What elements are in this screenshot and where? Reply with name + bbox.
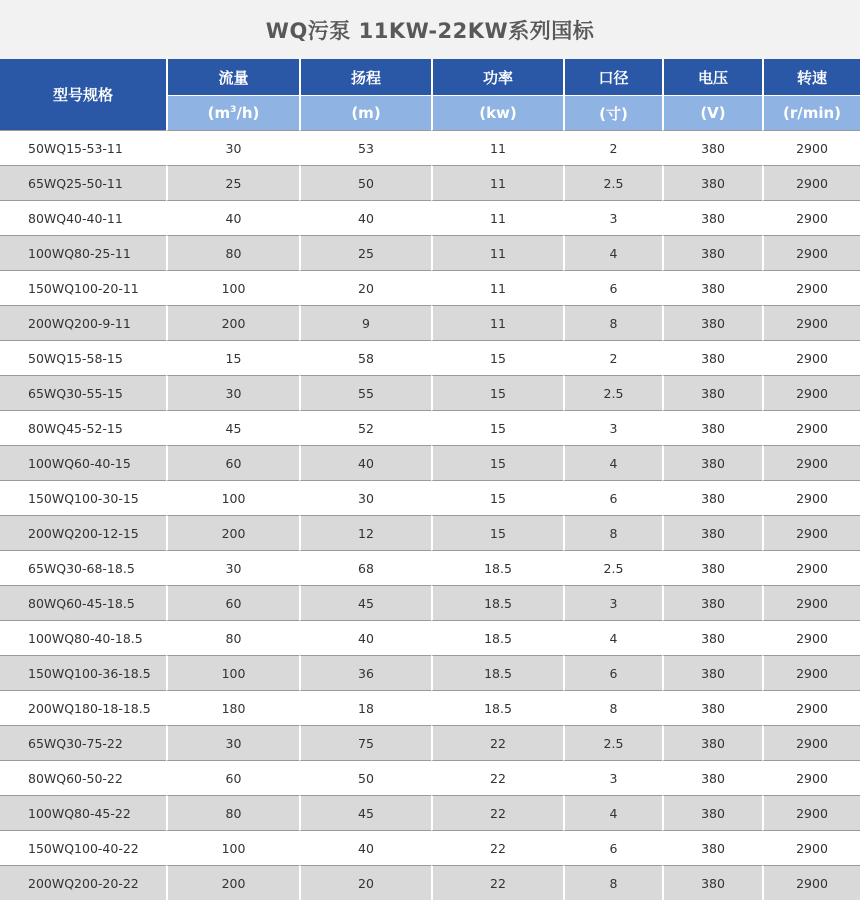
table-row (0, 235, 860, 270)
voltage-cell: 380 (662, 340, 762, 375)
power-cell: 22 (431, 795, 563, 830)
voltage-cell: 380 (662, 515, 762, 550)
table-body (0, 130, 860, 900)
model-cell: 150WQ100-30-15 (0, 480, 166, 515)
flow-cell: 60 (166, 760, 299, 795)
head-cell: 50 (299, 165, 431, 200)
voltage-cell: 380 (662, 865, 762, 900)
voltage-cell: 380 (662, 375, 762, 410)
voltage-cell: 380 (662, 760, 762, 795)
header-speed: 转速 (762, 59, 860, 96)
flow-cell: 80 (166, 235, 299, 270)
model-cell: 150WQ100-36-18.5 (0, 655, 166, 690)
model-cell: 200WQ180-18-18.5 (0, 690, 166, 725)
header-model: 型号规格 (0, 59, 166, 130)
speed-cell: 2900 (762, 130, 860, 165)
head-cell: 30 (299, 480, 431, 515)
flow-cell: 100 (166, 270, 299, 305)
power-cell: 15 (431, 445, 563, 480)
voltage-cell: 380 (662, 830, 762, 865)
voltage-cell: 380 (662, 200, 762, 235)
head-cell: 20 (299, 270, 431, 305)
model-cell: 80WQ45-52-15 (0, 410, 166, 445)
unit-speed: (r/min) (762, 96, 860, 130)
voltage-cell: 380 (662, 165, 762, 200)
model-cell: 150WQ100-20-11 (0, 270, 166, 305)
speed-cell: 2900 (762, 445, 860, 480)
speed-cell: 2900 (762, 690, 860, 725)
model-cell: 50WQ15-58-15 (0, 340, 166, 375)
diameter-cell: 2.5 (563, 375, 662, 410)
head-cell: 68 (299, 550, 431, 585)
table-row (0, 165, 860, 200)
pump-spec-table (0, 59, 860, 900)
header-diameter: 口径 (563, 59, 662, 96)
table-row (0, 760, 860, 795)
power-cell: 22 (431, 760, 563, 795)
model-cell: 65WQ30-68-18.5 (0, 550, 166, 585)
flow-cell: 200 (166, 305, 299, 340)
header-flow: 流量 (166, 59, 299, 96)
head-cell: 45 (299, 585, 431, 620)
speed-cell: 2900 (762, 375, 860, 410)
speed-cell: 2900 (762, 865, 860, 900)
speed-cell: 2900 (762, 550, 860, 585)
power-cell: 18.5 (431, 620, 563, 655)
head-cell: 50 (299, 760, 431, 795)
head-cell: 25 (299, 235, 431, 270)
model-cell: 100WQ80-40-18.5 (0, 620, 166, 655)
power-cell: 15 (431, 375, 563, 410)
head-cell: 45 (299, 795, 431, 830)
table-row (0, 585, 860, 620)
head-cell: 58 (299, 340, 431, 375)
diameter-cell: 3 (563, 760, 662, 795)
head-cell: 20 (299, 865, 431, 900)
voltage-cell: 380 (662, 795, 762, 830)
flow-cell: 25 (166, 165, 299, 200)
diameter-cell: 4 (563, 445, 662, 480)
power-cell: 18.5 (431, 690, 563, 725)
model-cell: 50WQ15-53-11 (0, 130, 166, 165)
voltage-cell: 380 (662, 130, 762, 165)
diameter-cell: 4 (563, 235, 662, 270)
power-cell: 18.5 (431, 550, 563, 585)
voltage-cell: 380 (662, 305, 762, 340)
head-cell: 40 (299, 445, 431, 480)
flow-cell: 80 (166, 620, 299, 655)
table-row (0, 305, 860, 340)
model-cell: 80WQ60-50-22 (0, 760, 166, 795)
diameter-cell: 8 (563, 515, 662, 550)
diameter-cell: 2.5 (563, 550, 662, 585)
speed-cell: 2900 (762, 340, 860, 375)
power-cell: 22 (431, 865, 563, 900)
power-cell: 22 (431, 830, 563, 865)
voltage-cell: 380 (662, 655, 762, 690)
speed-cell: 2900 (762, 620, 860, 655)
speed-cell: 2900 (762, 200, 860, 235)
speed-cell: 2900 (762, 585, 860, 620)
power-cell: 22 (431, 725, 563, 760)
model-cell: 200WQ200-20-22 (0, 865, 166, 900)
flow-cell: 60 (166, 445, 299, 480)
power-cell: 15 (431, 410, 563, 445)
model-cell: 65WQ25-50-11 (0, 165, 166, 200)
diameter-cell: 2 (563, 130, 662, 165)
power-cell: 11 (431, 200, 563, 235)
diameter-cell: 3 (563, 585, 662, 620)
flow-cell: 180 (166, 690, 299, 725)
diameter-cell: 4 (563, 795, 662, 830)
flow-cell: 15 (166, 340, 299, 375)
flow-cell: 60 (166, 585, 299, 620)
flow-cell: 200 (166, 515, 299, 550)
diameter-cell: 2 (563, 340, 662, 375)
power-cell: 11 (431, 165, 563, 200)
flow-cell: 30 (166, 725, 299, 760)
flow-cell: 45 (166, 410, 299, 445)
table-row (0, 410, 860, 445)
table-row (0, 445, 860, 480)
head-cell: 12 (299, 515, 431, 550)
speed-cell: 2900 (762, 655, 860, 690)
table-row (0, 515, 860, 550)
table-row (0, 340, 860, 375)
unit-power: (kw) (431, 96, 563, 130)
flow-cell: 100 (166, 830, 299, 865)
unit-diameter: (寸) (563, 96, 662, 130)
table-row (0, 725, 860, 760)
speed-cell: 2900 (762, 795, 860, 830)
speed-cell: 2900 (762, 515, 860, 550)
power-cell: 11 (431, 130, 563, 165)
voltage-cell: 380 (662, 445, 762, 480)
flow-cell: 100 (166, 480, 299, 515)
power-cell: 15 (431, 480, 563, 515)
model-cell: 65WQ30-55-15 (0, 375, 166, 410)
power-cell: 11 (431, 305, 563, 340)
model-cell: 100WQ80-25-11 (0, 235, 166, 270)
diameter-cell: 8 (563, 305, 662, 340)
table-row (0, 690, 860, 725)
diameter-cell: 2.5 (563, 725, 662, 760)
diameter-cell: 8 (563, 690, 662, 725)
head-cell: 9 (299, 305, 431, 340)
table-header (0, 59, 860, 130)
voltage-cell: 380 (662, 725, 762, 760)
model-cell: 200WQ200-12-15 (0, 515, 166, 550)
head-cell: 36 (299, 655, 431, 690)
diameter-cell: 8 (563, 865, 662, 900)
unit-head: (m) (299, 96, 431, 130)
flow-cell: 100 (166, 655, 299, 690)
speed-cell: 2900 (762, 725, 860, 760)
page-title: WQ污泵 11KW-22KW系列国标 (0, 0, 860, 59)
unit-voltage: (V) (662, 96, 762, 130)
speed-cell: 2900 (762, 165, 860, 200)
table-row (0, 795, 860, 830)
flow-cell: 30 (166, 550, 299, 585)
table-row (0, 550, 860, 585)
voltage-cell: 380 (662, 410, 762, 445)
speed-cell: 2900 (762, 830, 860, 865)
flow-cell: 30 (166, 375, 299, 410)
model-cell: 65WQ30-75-22 (0, 725, 166, 760)
flow-cell: 40 (166, 200, 299, 235)
table-row (0, 620, 860, 655)
head-cell: 40 (299, 620, 431, 655)
voltage-cell: 380 (662, 235, 762, 270)
table-row (0, 270, 860, 305)
table-row (0, 830, 860, 865)
flow-cell: 200 (166, 865, 299, 900)
power-cell: 18.5 (431, 585, 563, 620)
flow-cell: 30 (166, 130, 299, 165)
speed-cell: 2900 (762, 760, 860, 795)
head-cell: 55 (299, 375, 431, 410)
model-cell: 100WQ60-40-15 (0, 445, 166, 480)
model-cell: 200WQ200-9-11 (0, 305, 166, 340)
speed-cell: 2900 (762, 410, 860, 445)
diameter-cell: 6 (563, 270, 662, 305)
table-row (0, 200, 860, 235)
model-cell: 100WQ80-45-22 (0, 795, 166, 830)
diameter-cell: 6 (563, 480, 662, 515)
voltage-cell: 380 (662, 690, 762, 725)
speed-cell: 2900 (762, 235, 860, 270)
unit-flow: $(m^3/h)$ (166, 96, 299, 130)
diameter-cell: 4 (563, 620, 662, 655)
voltage-cell: 380 (662, 550, 762, 585)
header-head: 扬程 (299, 59, 431, 96)
header-power: 功率 (431, 59, 563, 96)
speed-cell: 2900 (762, 480, 860, 515)
diameter-cell: 2.5 (563, 165, 662, 200)
power-cell: 11 (431, 235, 563, 270)
diameter-cell: 3 (563, 410, 662, 445)
head-cell: 40 (299, 200, 431, 235)
diameter-cell: 6 (563, 830, 662, 865)
table-row (0, 375, 860, 410)
head-cell: 52 (299, 410, 431, 445)
model-cell: 150WQ100-40-22 (0, 830, 166, 865)
model-cell: 80WQ40-40-11 (0, 200, 166, 235)
table-row (0, 655, 860, 690)
voltage-cell: 380 (662, 270, 762, 305)
diameter-cell: 6 (563, 655, 662, 690)
head-cell: 75 (299, 725, 431, 760)
power-cell: 15 (431, 515, 563, 550)
model-cell: 80WQ60-45-18.5 (0, 585, 166, 620)
power-cell: 11 (431, 270, 563, 305)
flow-cell: 80 (166, 795, 299, 830)
voltage-cell: 380 (662, 620, 762, 655)
table-row (0, 865, 860, 900)
diameter-cell: 3 (563, 200, 662, 235)
speed-cell: 2900 (762, 305, 860, 340)
speed-cell: 2900 (762, 270, 860, 305)
table-row (0, 480, 860, 515)
header-voltage: 电压 (662, 59, 762, 96)
head-cell: 53 (299, 130, 431, 165)
head-cell: 18 (299, 690, 431, 725)
head-cell: 40 (299, 830, 431, 865)
voltage-cell: 380 (662, 585, 762, 620)
voltage-cell: 380 (662, 480, 762, 515)
power-cell: 15 (431, 340, 563, 375)
power-cell: 18.5 (431, 655, 563, 690)
table-row (0, 130, 860, 165)
